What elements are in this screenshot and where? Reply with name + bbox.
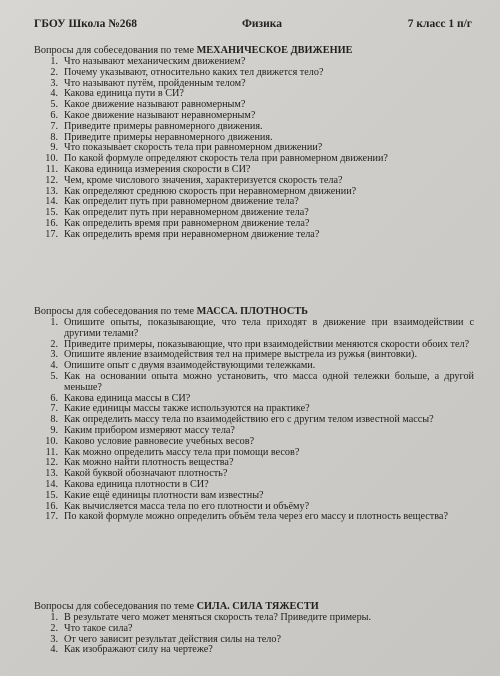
question-number: 16. <box>45 500 58 512</box>
question-number: 12. <box>45 457 58 469</box>
section-force-gravity <box>34 601 474 656</box>
question-number: 5. <box>50 370 58 382</box>
question-text: По какой формуле определяют скорость тела при равномерном движении? <box>64 153 388 165</box>
question-text: Как на основании опыта можно установить, что масса одной тележки больше, а другой меньше? <box>64 370 474 393</box>
question-text: Как определит путь при неравномерном движение тела? <box>64 207 309 219</box>
question-text: Что называют механическим движением? <box>64 56 246 67</box>
question-text: Какова единица массы в СИ? <box>64 392 191 404</box>
question-text: Как определить массу тела по взаимодействию его с другим телом известной массы? <box>64 414 434 426</box>
question-number: 3. <box>50 77 58 89</box>
section-title-prefix: Вопросы для собеседования по теме <box>34 45 195 56</box>
section-topic: МЕХАНИЧЕСКОЕ ДВИЖЕНИЕ <box>196 45 353 56</box>
question-text: Какова единица пути в СИ? <box>64 88 184 100</box>
question-number: 15. <box>45 207 58 219</box>
question-text: Приведите примеры равномерного движения. <box>64 120 263 132</box>
question-number: 1. <box>50 56 58 67</box>
question-number: 4. <box>50 644 58 656</box>
question-number: 6. <box>50 109 58 121</box>
question-text: Почему указывают, относительно каких тел движется тело? <box>64 66 324 78</box>
question-text: Какие ещё единицы плотности вам известны? <box>64 489 264 501</box>
question-text: Как определит путь при равномерном движение тела? <box>64 196 299 208</box>
section-topic: МАССА. ПЛОТНОСТЬ <box>196 306 308 317</box>
question-number: 16. <box>45 217 58 229</box>
question-number: 17. <box>45 511 58 523</box>
question-number: 10. <box>45 153 58 165</box>
question-number: 17. <box>45 228 58 240</box>
question-text: Какой буквой обозначают плотность? <box>64 468 228 480</box>
question-number: 13. <box>45 185 58 197</box>
question-text: Какое движение называют неравномерным? <box>64 109 256 121</box>
school-name: ГБОУ Школа №268 <box>34 18 138 30</box>
question-text: Опишите явление взаимодействия тел на примере выстрела из ружья (винтовки). <box>64 349 417 361</box>
question-number: 2. <box>50 66 58 78</box>
question-number: 15. <box>45 489 58 501</box>
question-number: 4. <box>50 360 58 372</box>
question-text: Какое движение называют равномерным? <box>64 99 246 111</box>
question-text: Как вычисляется масса тела по его плотности и объёму? <box>64 500 310 512</box>
question-text: Какие единицы массы также используются на практике? <box>64 403 310 415</box>
question-item <box>34 176 474 187</box>
question-text: Опишите опыт с двумя взаимодействующими тележками. <box>64 360 316 372</box>
question-number: 12. <box>45 174 58 186</box>
question-list <box>34 57 474 241</box>
question-number: 2. <box>50 622 58 634</box>
question-number: 2. <box>50 338 58 350</box>
question-text: Что такое сила? <box>64 622 133 634</box>
question-text: В результате чего может меняться скорость тела? Приведите примеры. <box>64 612 372 623</box>
question-item <box>34 122 474 133</box>
question-item <box>34 512 474 523</box>
question-item <box>34 372 474 394</box>
question-text: От чего зависит результат действия силы на тело? <box>64 633 281 645</box>
question-text: Как определить время при равномерном движение тела? <box>64 217 310 229</box>
question-item <box>34 645 474 656</box>
question-list <box>34 613 474 656</box>
question-number: 4. <box>50 88 58 100</box>
question-number: 14. <box>45 196 58 208</box>
question-text: Как можно найти плотность вещества? <box>64 457 234 469</box>
question-item <box>34 318 474 340</box>
section-mass-density <box>34 306 474 523</box>
question-number: 7. <box>50 403 58 415</box>
question-text: Что называют путём, пройденным телом? <box>64 77 246 89</box>
question-text: Как определяют среднюю скорость при неравномерном движении? <box>64 185 357 197</box>
question-text: Какова единица измерения скорости в СИ? <box>64 163 251 175</box>
question-text: Что показывает скорость тела при равномерном движении? <box>64 142 323 154</box>
question-number: 5. <box>50 99 58 111</box>
question-number: 9. <box>50 142 58 154</box>
question-item <box>34 491 474 502</box>
question-number: 7. <box>50 120 58 132</box>
question-number: 8. <box>50 414 58 426</box>
question-number: 6. <box>50 392 58 404</box>
question-item <box>34 624 474 635</box>
question-text: Как изображают силу на чертеже? <box>64 644 213 656</box>
question-text: Каким прибором измеряют массу тела? <box>64 424 235 436</box>
question-item <box>34 437 474 448</box>
section-title-prefix: Вопросы для собеседования по теме <box>34 601 195 612</box>
question-text: Чем, кроме числового значения, характеризуется скорость тела? <box>64 174 343 186</box>
question-item <box>34 68 474 79</box>
question-number: 8. <box>50 131 58 143</box>
question-number: 3. <box>50 633 58 645</box>
question-number: 1. <box>50 317 58 328</box>
question-number: 11. <box>45 446 58 458</box>
question-number: 1. <box>50 612 58 623</box>
section-mechanical-motion <box>34 45 474 241</box>
question-number: 9. <box>50 424 58 436</box>
question-text: Каково условие равновесие учебных весов? <box>64 435 255 447</box>
question-item <box>34 230 474 241</box>
section-title-prefix: Вопросы для собеседования по теме <box>34 306 195 317</box>
section-topic: СИЛА. СИЛА ТЯЖЕСТИ <box>196 601 319 612</box>
question-number: 13. <box>45 468 58 480</box>
question-number: 14. <box>45 478 58 490</box>
question-text: Приведите примеры неравномерного движения. <box>64 131 273 143</box>
question-text: Как можно определить массу тела при помощи весов? <box>64 446 300 458</box>
question-text: Какова единица плотности в СИ? <box>64 478 209 490</box>
question-number: 3. <box>50 349 58 361</box>
question-list <box>34 318 474 523</box>
page-header <box>34 18 480 34</box>
question-number: 10. <box>45 435 58 447</box>
question-text: Приведите примеры, показывающие, что при взаимодействии меняются скорости обоих тел? <box>64 338 470 350</box>
question-text: По какой формуле можно определить объём тела через его массу и плотность вещества? <box>64 511 448 523</box>
question-text: Опишите опыты, показывающие, что тела приходят в движение при взаимодействии с другими телами? <box>64 317 474 339</box>
grade-label: 7 класс 1 п/г <box>407 18 472 30</box>
question-text: Как определить время при неравномерном движение тела? <box>64 228 320 240</box>
subject-name: Физика <box>242 18 282 30</box>
question-number: 11. <box>45 163 58 175</box>
